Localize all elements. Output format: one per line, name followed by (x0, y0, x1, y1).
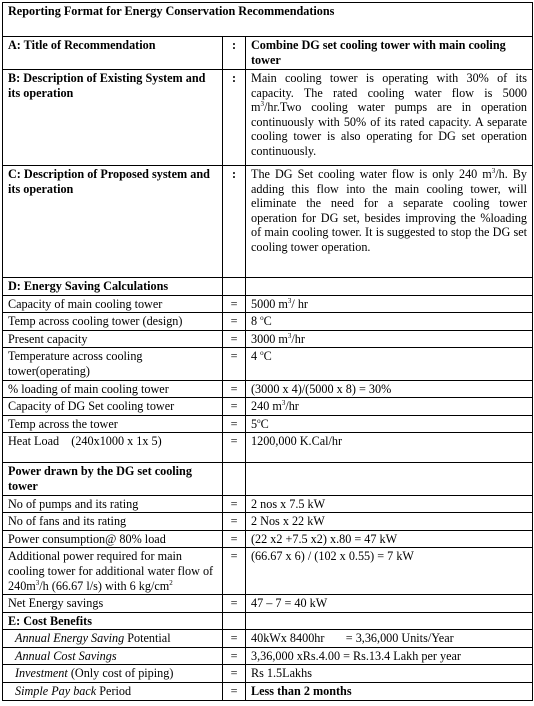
equals-sign: = (223, 380, 246, 398)
equals-sign: = (223, 548, 246, 595)
row-payback (3, 683, 533, 701)
power-label: Net Energy savings (3, 595, 223, 613)
equals-sign: = (223, 683, 246, 701)
cost-label: Simple Pay back Period (3, 683, 223, 701)
row-power-consumption (3, 530, 533, 548)
cost-label: Investment (Only cost of piping) (3, 665, 223, 683)
row-net-savings (3, 595, 533, 613)
row-temp-across-tower (3, 415, 533, 433)
equals-sign: = (223, 330, 246, 348)
cost-heading: E: Cost Benefits (3, 612, 223, 630)
equals-sign: = (223, 415, 246, 433)
section-d-heading: D: Energy Saving Calculations (3, 278, 223, 296)
power-value: 2 Nos x 22 kW (246, 513, 533, 531)
calc-label: % loading of main cooling tower (3, 380, 223, 398)
section-c-value: The DG Set cooling water flow is only 240 $m^3/h$. By adding this flow into the main cooling tower, will eliminate the need for a separate cooling tower operation for DG set, besides improving the %loading of main cooling tower. It is suggested to stop the DG set cooling tower operation. (246, 166, 533, 278)
row-title-of-recommendation (3, 37, 533, 70)
row-present-capacity (3, 330, 533, 348)
equals-sign: = (223, 433, 246, 463)
power-value: (66.67 x 6) / (102 x 0.55) = 7 kW (246, 548, 533, 595)
cost-value: 3,36,000 xRs.4.00 = Rs.13.4 Lakh per year (246, 647, 533, 665)
equals-sign: = (223, 398, 246, 416)
equals-sign: = (223, 313, 246, 331)
table-title: Reporting Format for Energy Conservation Recommendations (3, 3, 533, 37)
calc-label: Capacity of DG Set cooling tower (3, 398, 223, 416)
row-temp-design (3, 313, 533, 331)
calc-label: Present capacity (3, 330, 223, 348)
power-label: No of pumps and its rating (3, 495, 223, 513)
equals-sign: = (223, 665, 246, 683)
row-loading-main-tower (3, 380, 533, 398)
section-b-value: Main cooling tower is operating with 30% of its capacity. The rated cooling water flow is 5000 $m^3/hr.Two$ cooling water pumps are in operation continuously with 50% of its rated capacity. A separate cooling tower is also operating for DG set operation continuously. (246, 70, 533, 166)
equals-sign: = (223, 495, 246, 513)
equals-sign: = (223, 595, 246, 613)
row-section-d-heading (3, 278, 533, 296)
cost-value: 40kWx 8400hr = 3,36,000 Units/Year (246, 630, 533, 648)
cost-value: Rs 1.5Lakhs (246, 665, 533, 683)
power-label: Power consumption@ 80% load (3, 530, 223, 548)
equals-sign: = (223, 348, 246, 380)
calc-value: 8 $^o$C (246, 313, 533, 331)
cost-value: Less than 2 months (246, 683, 533, 701)
equals-sign: = (223, 530, 246, 548)
calc-value: 5$^o$C (246, 415, 533, 433)
calc-value: 240 $m^3/hr$ (246, 398, 533, 416)
equals-sign: = (223, 295, 246, 313)
separator: : (223, 166, 246, 278)
row-annual-cost-savings (3, 647, 533, 665)
row-heat-load (3, 433, 533, 463)
section-c-label: C: Description of Proposed system and its operation (3, 166, 223, 278)
calc-label: Temp across cooling tower (design) (3, 313, 223, 331)
row-pumps (3, 495, 533, 513)
calc-label: Temperature across cooling tower(operating) (3, 348, 223, 380)
calc-label: Heat Load (240x1000 x 1x 5) (3, 433, 223, 463)
energy-conservation-table (2, 2, 533, 701)
power-label: No of fans and its rating (3, 513, 223, 531)
row-power-heading (3, 463, 533, 495)
calc-value: 4 $^o$C (246, 348, 533, 380)
equals-sign: = (223, 513, 246, 531)
cost-label: Annual Energy Saving Potential (3, 630, 223, 648)
calc-value: 5000 $m^3/$ hr (246, 295, 533, 313)
cost-label: Annual Cost Savings (3, 647, 223, 665)
calc-value: (3000 x 4)/(5000 x 8) = 30% (246, 380, 533, 398)
row-capacity-dg-tower (3, 398, 533, 416)
row-capacity-main-tower (3, 295, 533, 313)
row-existing-system (3, 70, 533, 166)
separator: : (223, 37, 246, 70)
row-fans (3, 513, 533, 531)
row-additional-power (3, 548, 533, 595)
power-value: 47 – 7 = 40 kW (246, 595, 533, 613)
power-value: (22 x2 +7.5 x2) x.80 = 47 kW (246, 530, 533, 548)
separator: : (223, 70, 246, 166)
equals-sign: = (223, 647, 246, 665)
calc-value: 3000 $m^3/hr$ (246, 330, 533, 348)
row-temp-operating (3, 348, 533, 380)
row-investment (3, 665, 533, 683)
row-energy-saving-potential (3, 630, 533, 648)
section-b-label: B: Description of Existing System and its operation (3, 70, 223, 166)
equals-sign: = (223, 630, 246, 648)
calc-label: Temp across the tower (3, 415, 223, 433)
row-proposed-system (3, 166, 533, 278)
calc-label: Capacity of main cooling tower (3, 295, 223, 313)
section-a-value: Combine DG set cooling tower with main cooling tower (246, 37, 533, 70)
title-row (3, 3, 533, 37)
section-a-label: A: Title of Recommendation (3, 37, 223, 70)
calc-value: 1200,000 K.Cal/hr (246, 433, 533, 463)
power-heading: Power drawn by the DG set cooling tower (3, 463, 223, 495)
power-value: 2 nos x 7.5 kW (246, 495, 533, 513)
power-label: Additional power required for main cooling tower for additional water flow of $240m^3/h$ (66.67 l/s) with 6 $kg/cm^2$ (3, 548, 223, 595)
row-cost-heading (3, 612, 533, 630)
